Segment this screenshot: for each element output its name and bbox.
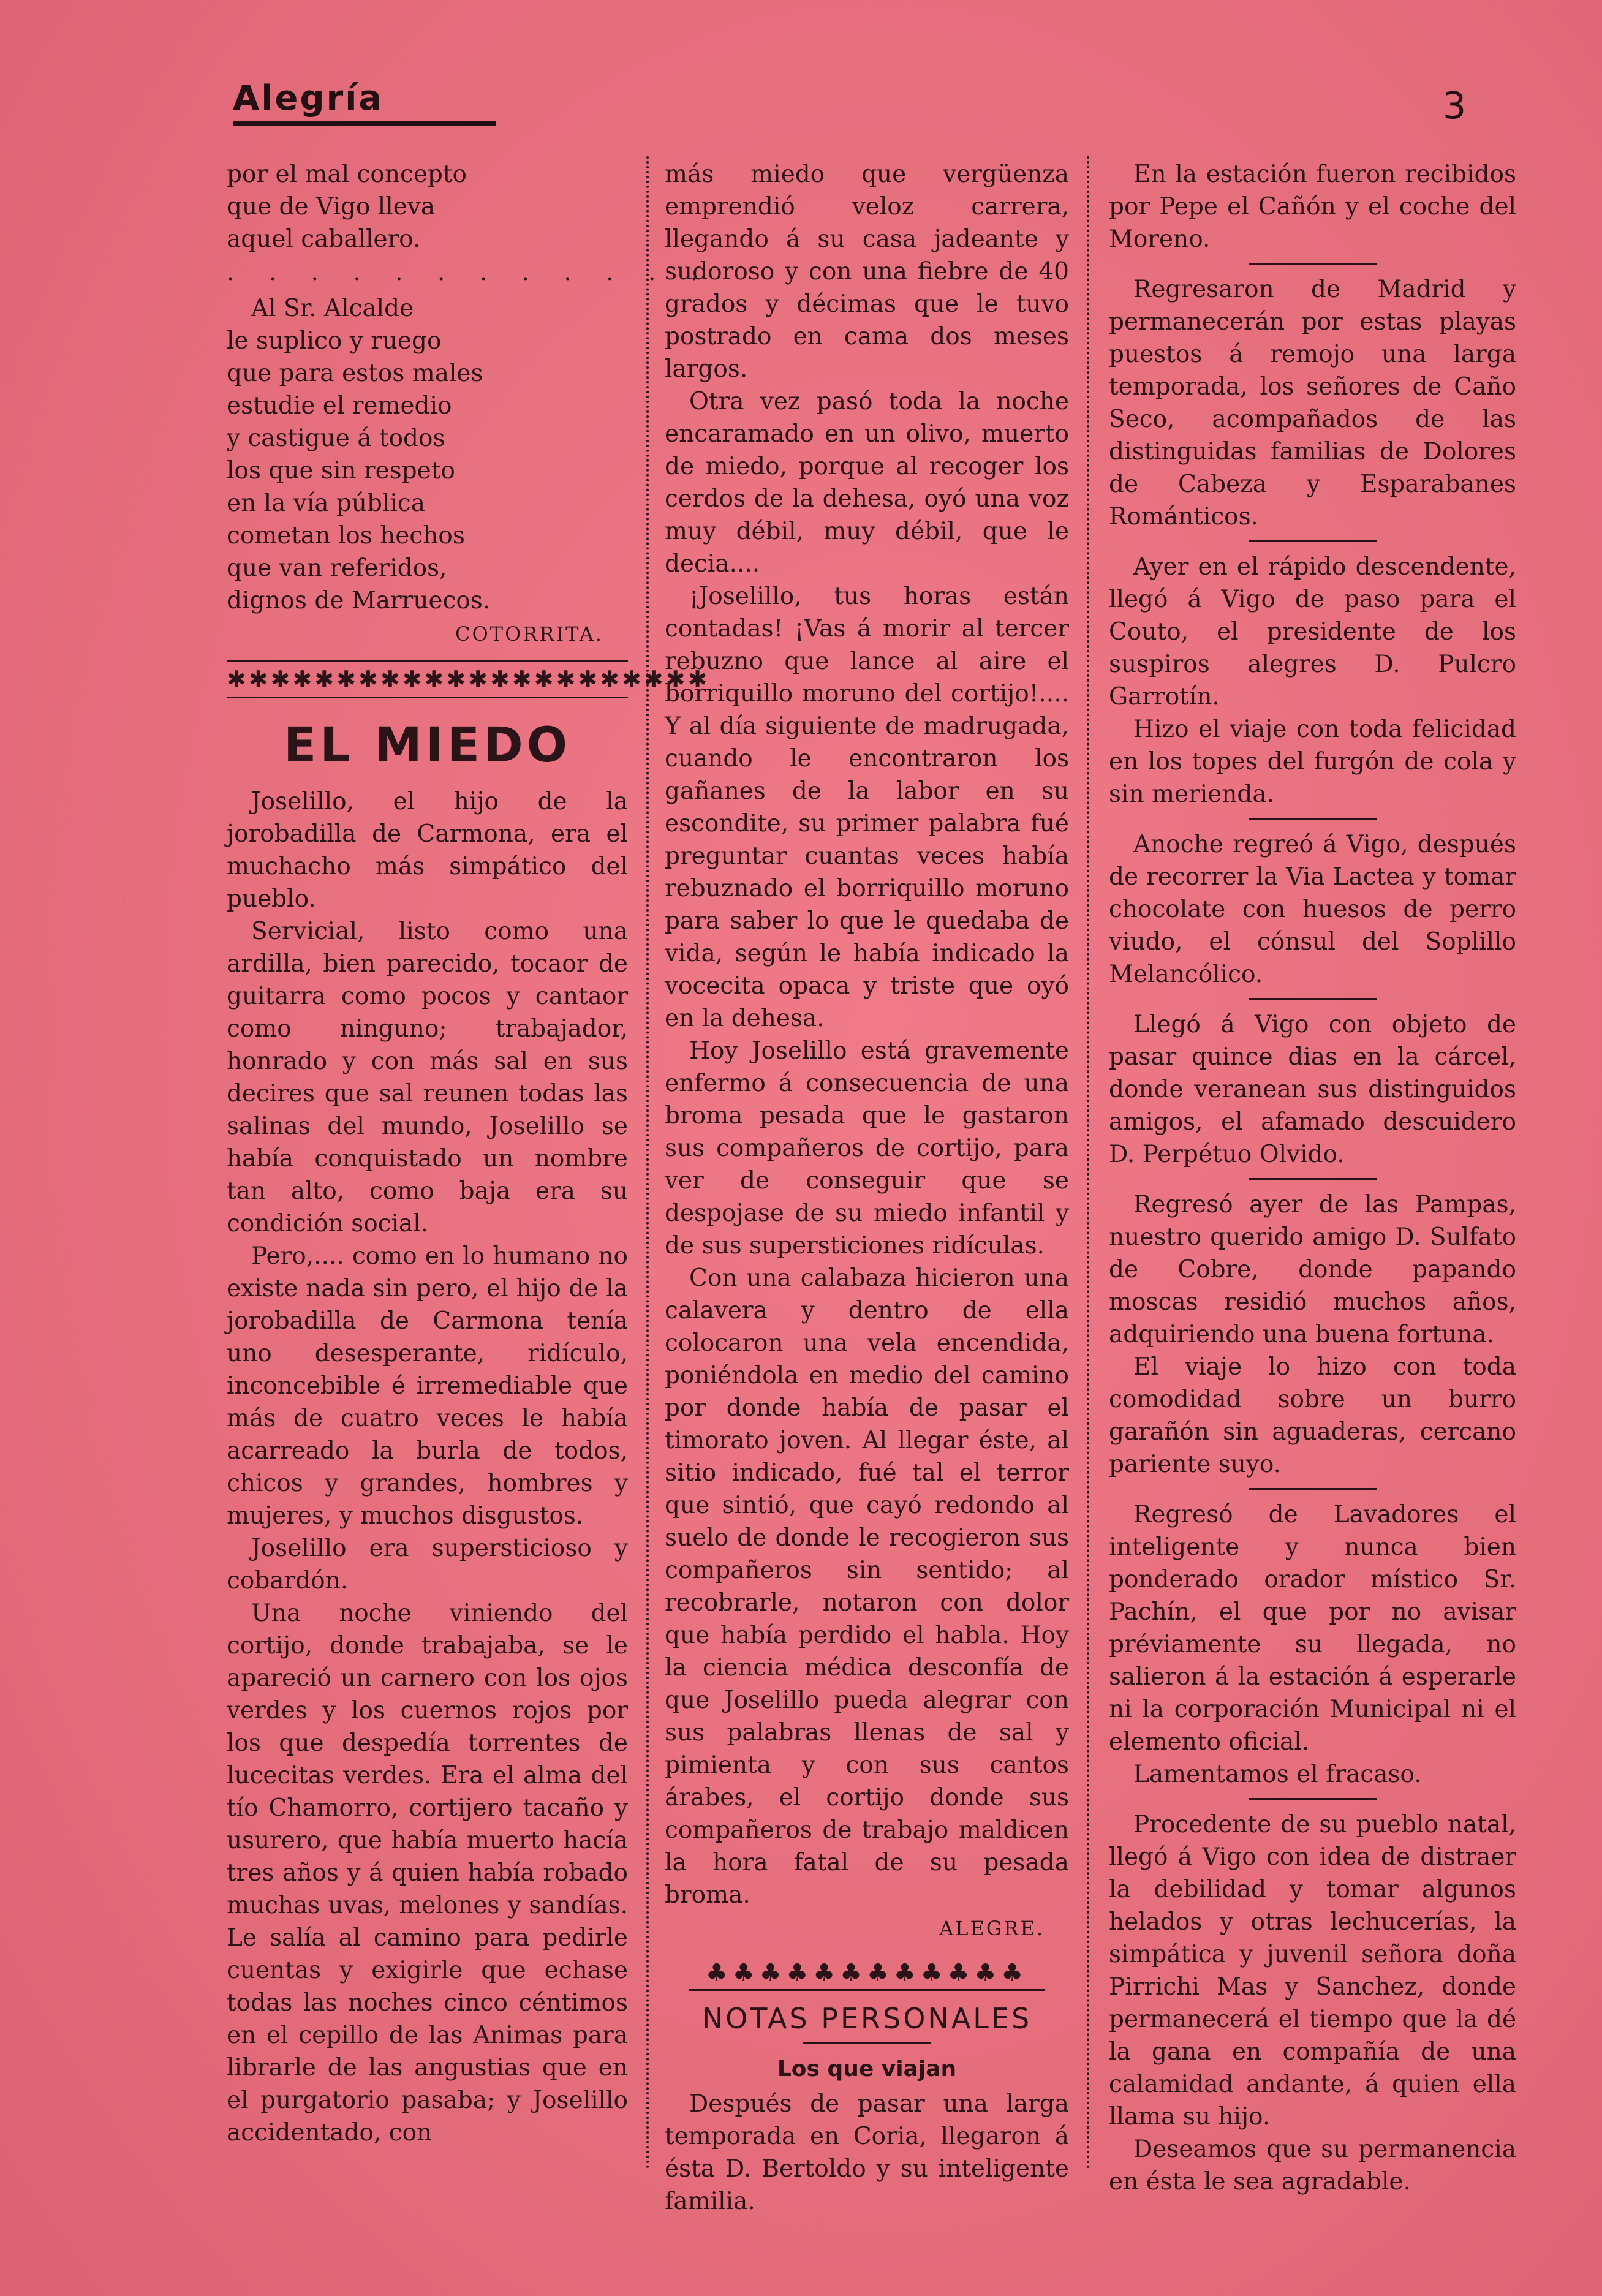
- article-signature: ALEGRE.: [939, 1917, 1045, 1940]
- column-3: [1109, 158, 1516, 2198]
- verse-line: que para estos males: [227, 360, 483, 387]
- divider: [1249, 998, 1377, 1000]
- verse-signature: COTORRITA.: [455, 622, 603, 646]
- divider: [1249, 1798, 1377, 1800]
- verse-line: y castigue á todos: [227, 425, 445, 452]
- note-paragraph: Regresaron de Madrid y permanecerán por estas playas puestos á remojo una larga temporada, los señores de Caño Seco, acompañados de las distinguidas familias de Dolores de Cabeza y Esparabanes Románticos.: [1109, 276, 1516, 531]
- article-paragraph: Pero,.... como en lo humano no existe nada sin pero, el hijo de la jorobadilla de Carmona tenía uno desesperante, ridículo, inconcebible é irremediable que más de cuatro veces le había acarreado la burla de todos, chicos y grandes, hombres y mujeres, y muchos disgustos.: [227, 1242, 628, 1530]
- column-2: [665, 158, 1069, 2215]
- verse-line: Al Sr. Alcalde: [251, 295, 414, 322]
- divider: [803, 2042, 931, 2044]
- article-paragraph: Otra vez pasó toda la noche encaramado en un olivo, muerto de miedo, porque al recoger los cerdos de la dehesa, oyó una voz muy débil, muy débil, que le decia....: [665, 388, 1069, 578]
- note-paragraph: Anoche regreó á Vigo, después de recorrer la Via Lactea y tomar chocolate con huesos de perro viudo, el cónsul del Soplillo Melancólico.: [1109, 831, 1516, 988]
- verse-line: los que sin respeto: [227, 457, 455, 485]
- column-1: [227, 158, 712, 2198]
- ornamental-border: ✱✱✱✱✱✱✱✱✱✱✱✱✱✱✱✱✱✱✱✱✱✱: [227, 660, 628, 698]
- divider: [1249, 263, 1377, 265]
- verse-line: que de Vigo lleva: [227, 193, 436, 221]
- ornamental-border: ♣♣♣♣♣♣♣♣♣♣♣♣: [689, 1957, 1045, 1991]
- note-paragraph: Llegó á Vigo con objeto de pasar quince dias en la cárcel, donde veranean sus distinguidos amigos, el afamado descuidero D. Perpétuo Olvido.: [1109, 1011, 1516, 1168]
- article-paragraph: Con una calabaza hicieron una calavera y dentro de ella colocaron una vela encendida, poniéndola en medio del camino por donde había de pasar el timorato joven. Al llegar éste, al sitio indicado, fué tal el terror que sintió, que cayó redondo al suelo de donde le recogieron sus compañeros sin sentido; al recobrarle, notaron con dolor que había perdido el habla. Hoy la ciencia médica desconfía de que Joselillo pueda alegrar con sus palabras llenas de sal y pimienta y con sus cantos árabes, el cortijo donde sus compañeros de trabajo maldicen la hora fatal de su pesada broma.: [665, 1264, 1069, 1909]
- note-paragraph: El viaje lo hizo con toda comodidad sobre un burro garañón sin aguaderas, cercano pariente suyo.: [1109, 1353, 1516, 1478]
- verse-stanza: [227, 158, 628, 255]
- divider: [1249, 540, 1377, 542]
- note-paragraph: Procedente de su pueblo natal, llegó á Vigo con idea de distraer la debilidad y tomar algunos helados y otras lechucerías, la simpática y juvenil señora doña Pirrichi Mas y Sanchez, donde permanecerá el tiempo que la dé la gana en compañía de una calamidad andante, á quien ella llama su hijo.: [1109, 1811, 1516, 2131]
- divider: [1249, 1178, 1377, 1180]
- divider: [1249, 1488, 1377, 1490]
- ellipsis-divider: . . . . . . . . . . . .: [227, 259, 712, 286]
- verse-line: en la vía pública: [227, 489, 425, 517]
- article-title: EL MIEDO: [283, 718, 572, 773]
- note-paragraph: Deseamos que su permanencia en ésta le sea agradable.: [1109, 2136, 1516, 2196]
- note-paragraph: Después de pasar una larga temporada en Coria, llegaron á ésta D. Bertoldo y su inteligente familia.: [665, 2090, 1069, 2215]
- verse-line: dignos de Marruecos.: [227, 587, 491, 614]
- verse-line: estudie el remedio: [227, 392, 452, 420]
- article-paragraph: Servicial, listo como una ardilla, bien parecido, tocaor de guitarra como pocos y cantaor como ninguno; trabajador, honrado y con más sal en sus decires que sal reunen todas las salinas del mundo, Joselillo se había conquistado un nombre tan alto, como baja era su condición social.: [227, 918, 628, 1237]
- section-title: NOTAS PERSONALES: [701, 2002, 1032, 2035]
- verse-stanza: [227, 292, 628, 617]
- note-paragraph: En la estación fueron recibidos por Pepe el Cañón y el coche del Moreno.: [1109, 160, 1516, 253]
- column-divider: [646, 156, 649, 2170]
- note-paragraph: Ayer en el rápido descendente, llegó á Vigo de paso para el Couto, el presidente de los suspiros alegres D. Pulcro Garrotín.: [1109, 553, 1516, 711]
- note-paragraph: Regresó de Lavadores el inteligente y nunca bien ponderado orador místico Sr. Pachín, el que por no avisar préviamente su llegada, no salieron á la estación á esperarle ni la corporación Municipal ni el elemento oficial.: [1109, 1501, 1516, 1756]
- section-subhead: Los que viajan: [777, 2056, 957, 2082]
- column-divider: [1087, 156, 1089, 2170]
- verse-line: aquel caballero.: [227, 225, 421, 253]
- masthead: Alegría: [233, 78, 496, 126]
- article-paragraph: ¡Joselillo, tus horas están contadas! ¡Vas á morir al tercer rebuzno que lance al aire el borriquillo moruno del cortijo!.... Y al día siguiente de madrugada, cuando le encontraron los gañanes de la labor en su escondite, su primer palabra fué preguntar cuantas veces había rebuznado el borriquillo moruno para saber lo que le quedaba de vida, según le había indicado la vocecita opaca y triste que oyó en la dehesa.: [665, 583, 1069, 1032]
- verse-line: que van referidos,: [227, 554, 447, 582]
- article-paragraph: Una noche viniendo del cortijo, donde trabajaba, se le apareció un carnero con los ojos verdes y los cuernos rojos por los que despedía torrentes de lucecitas verdes. Era el alma del tío Chamorro, cortijero tacaño y usurero, que había muerto hacía tres años y á quien había robado muchas uvas, melones y sandías. Le salía al camino para pedirle cuentas y exigirle que echase todas las noches cinco céntimos en el cepillo de las Animas para librarle de las angustias que en el purgatorio pasaba; y Joselillo accidentado, con: [227, 1599, 628, 2147]
- article-paragraph: Hoy Joselillo está gravemente enfermo á consecuencia de una broma pesada que le gastaron sus compañeros de cortijo, para ver de conseguir que se despojase de su miedo infantil y de sus supersticiones ridículas.: [665, 1037, 1069, 1259]
- verse-line: le suplico y ruego: [227, 327, 442, 355]
- note-paragraph: Regresó ayer de las Pampas, nuestro querido amigo D. Sulfato de Cobre, donde papando moscas residió muchos años, adquiriendo una buena fortuna.: [1109, 1191, 1516, 1348]
- note-paragraph: Lamentamos el fracaso.: [1133, 1761, 1422, 1788]
- verse-line: por el mal concepto: [227, 160, 467, 188]
- article-paragraph: Joselillo era supersticioso y cobardón.: [227, 1535, 628, 1595]
- note-paragraph: Hizo el viaje con toda felicidad en los topes del furgón de cola y sin merienda.: [1109, 716, 1516, 808]
- article-paragraph: más miedo que vergüenza emprendió veloz carrera, llegando á su casa jadeante y sudoroso y con una fiebre de 40 grados y décimas que le tuvo postrado en cama dos meses largos.: [665, 160, 1069, 383]
- verse-line: cometan los hechos: [227, 522, 465, 549]
- divider: [1249, 818, 1377, 820]
- article-paragraph: Joselillo, el hijo de la jorobadilla de Carmona, era el muchacho más simpático del pueblo.: [227, 788, 628, 913]
- page-number: 3: [1443, 85, 1467, 127]
